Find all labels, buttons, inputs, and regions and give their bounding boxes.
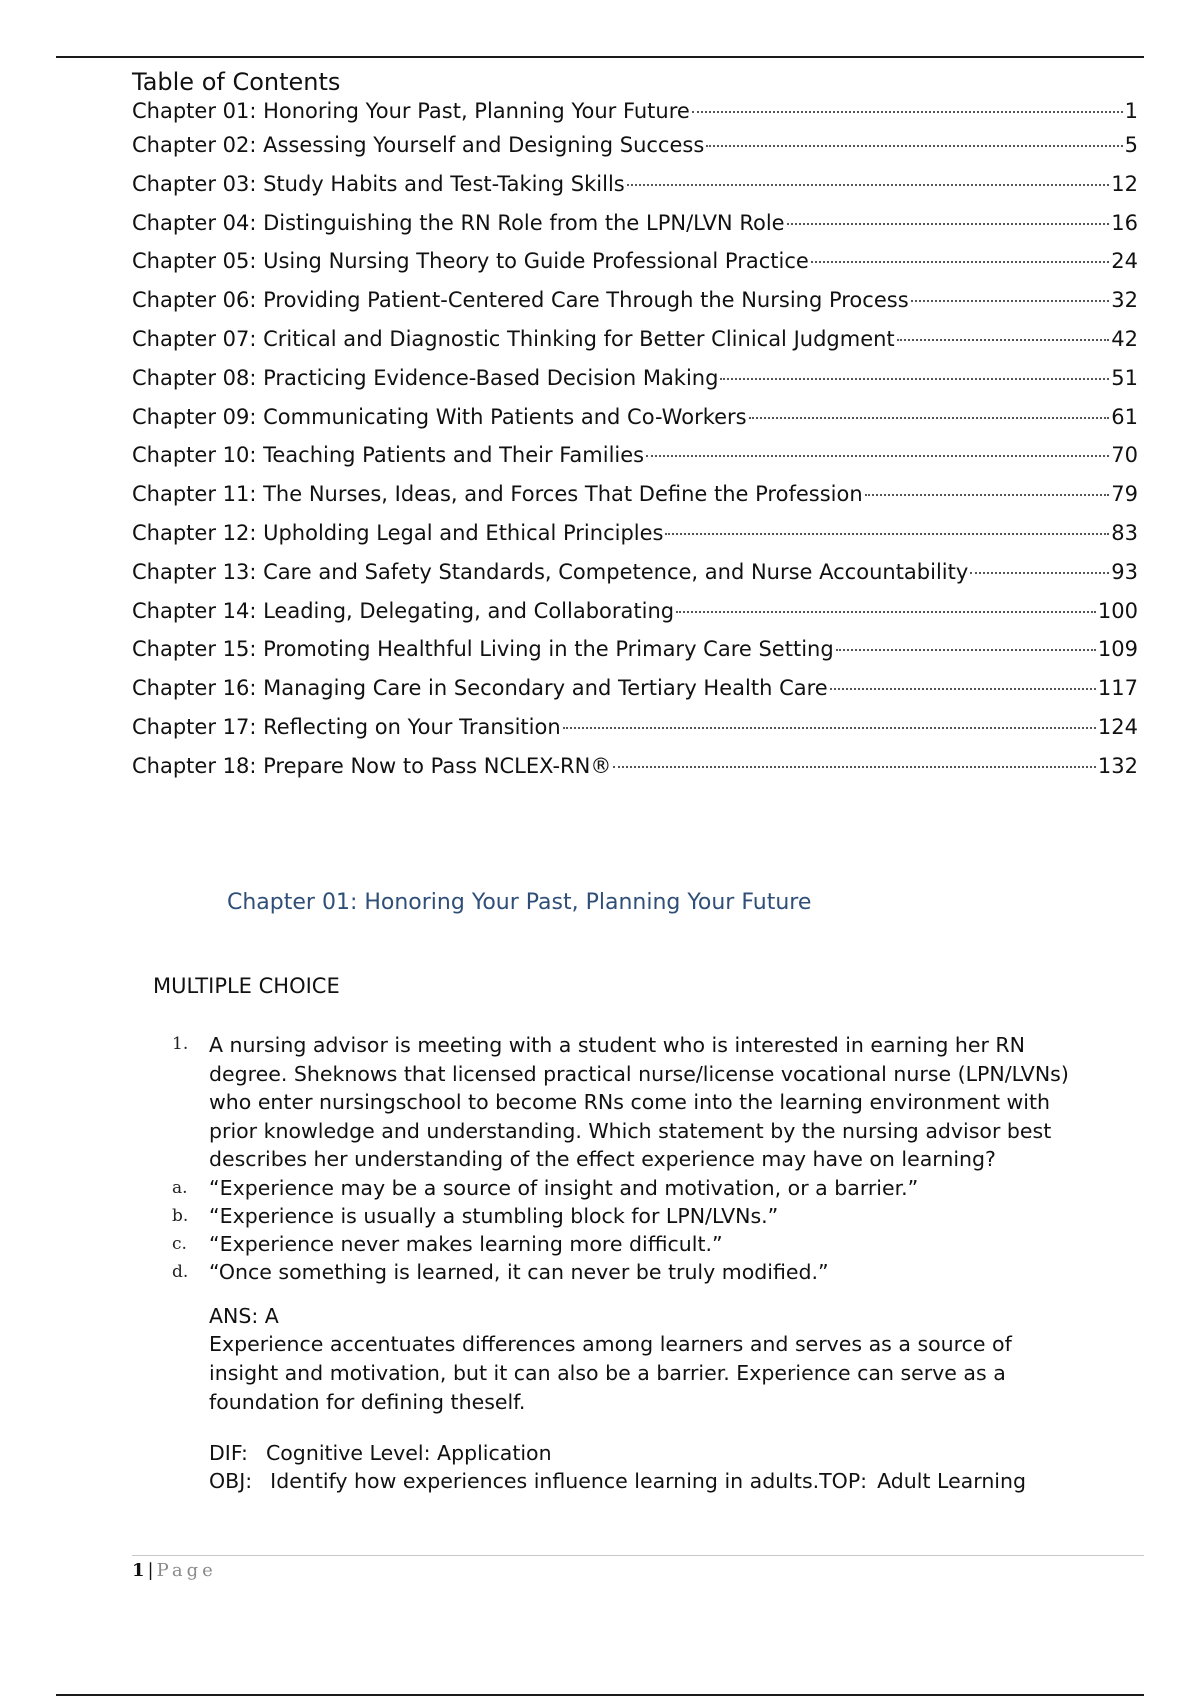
toc-entry-label: Chapter 04: Distinguishing the RN Role from the LPN/LVN Role — [132, 210, 785, 235]
toc-dot-leader — [970, 572, 1109, 574]
question-text: A nursing advisor is meeting with a student who is interested in earning her RN degree. Sheknows that licensed practical nurse/license vocational nurse (LPN/LVNs) who enter nursingschool to become RNs come into the learning environment with prior knowledge and understanding. Which statement by the nursing advisor best describes her understanding of the effect experience may have on learning? — [209, 1033, 1069, 1172]
toc-entry[interactable] — [132, 715, 1138, 754]
toc-dot-leader — [627, 184, 1110, 186]
toc-entry-page: 5 — [1124, 133, 1138, 157]
toc-dot-leader — [749, 417, 1110, 419]
toc-entry-page: 42 — [1111, 326, 1138, 351]
toc-entry[interactable] — [132, 560, 1138, 599]
toc-entry-label: Chapter 08: Practicing Evidence-Based Decision Making — [132, 365, 719, 390]
question-stem — [172, 1031, 1092, 1174]
footer-rule — [132, 1555, 1144, 1556]
toc-entry-page: 83 — [1111, 520, 1138, 545]
toc-entry-page: 16 — [1111, 210, 1138, 235]
toc-entry-page: 70 — [1111, 443, 1138, 468]
page-footer — [132, 1560, 217, 1581]
toc-title: Table of Contents — [132, 68, 341, 96]
option-a — [172, 1174, 1092, 1202]
dif-label: DIF: — [209, 1440, 248, 1465]
option-c — [172, 1230, 1092, 1258]
toc-dot-leader — [706, 145, 1122, 147]
toc-entry-label: Chapter 02: Assessing Yourself and Designing Success — [132, 133, 705, 157]
metadata — [209, 1439, 1092, 1495]
obj-label: OBJ: — [209, 1468, 253, 1493]
page-word: Page — [156, 1560, 217, 1581]
toc-entry-label: Chapter 03: Study Habits and Test-Taking Skills — [132, 171, 625, 196]
toc-entry-label: Chapter 15: Promoting Healthful Living in the Primary Care Setting — [132, 637, 834, 662]
toc-dot-leader — [865, 494, 1110, 496]
option-letter: a. — [172, 1177, 188, 1198]
toc-entry-label: Chapter 10: Teaching Patients and Their Families — [132, 443, 645, 468]
toc-entry-label: Chapter 12: Upholding Legal and Ethical Principles — [132, 520, 664, 545]
chapter-heading: Chapter 01: Honoring Your Past, Planning Your Future — [227, 890, 812, 915]
toc-entry[interactable] — [132, 172, 1138, 211]
toc-entry-label: Chapter 13: Care and Safety Standards, Competence, and Nurse Accountability — [132, 559, 969, 584]
toc-dot-leader — [720, 378, 1109, 380]
option-d — [172, 1258, 1092, 1286]
option-letter: c. — [172, 1233, 187, 1254]
answer-key: ANS: A — [209, 1303, 279, 1328]
toc-dot-leader — [897, 339, 1110, 341]
option-b — [172, 1202, 1092, 1230]
dif-value: Cognitive Level: Application — [265, 1440, 552, 1465]
toc-entry-page: 109 — [1097, 637, 1138, 662]
toc-entry[interactable] — [132, 211, 1138, 250]
toc-entry-label: Chapter 17: Reflecting on Your Transition — [132, 714, 561, 739]
toc-dot-leader — [665, 533, 1109, 535]
toc-dot-leader — [613, 766, 1096, 768]
toc-entry-page: 51 — [1111, 365, 1138, 390]
toc-dot-leader — [646, 455, 1109, 457]
toc-entry-page: 124 — [1097, 714, 1138, 739]
top-value: Adult Learning — [877, 1468, 1027, 1493]
toc-entry-page: 61 — [1111, 404, 1138, 429]
question-number: 1. — [172, 1034, 189, 1054]
toc-entry-label: Chapter 09: Communicating With Patients and Co-Workers — [132, 404, 747, 429]
toc-entry-label: Chapter 06: Providing Patient-Centered Care Through the Nursing Process — [132, 288, 909, 313]
toc-entry[interactable] — [132, 288, 1138, 327]
toc-entry[interactable] — [132, 249, 1138, 288]
toc-entry[interactable] — [132, 405, 1138, 444]
toc-dot-leader — [911, 300, 1110, 302]
answer-block — [209, 1302, 1092, 1495]
toc-entry[interactable] — [132, 99, 1138, 133]
option-text: “Experience is usually a stumbling block for LPN/LVNs.” — [209, 1203, 779, 1228]
toc-dot-leader — [563, 727, 1096, 729]
question-block — [172, 1031, 1092, 1495]
toc-entry[interactable] — [132, 327, 1138, 366]
toc-entry[interactable] — [132, 754, 1138, 793]
toc-entry-label: Chapter 05: Using Nursing Theory to Guide Professional Practice — [132, 249, 809, 274]
toc-entry-page: 93 — [1111, 559, 1138, 584]
toc-entry[interactable] — [132, 482, 1138, 521]
toc-entry-page: 79 — [1111, 482, 1138, 507]
toc-dot-leader — [836, 649, 1096, 651]
obj-value: Identify how experiences influence learning in adults. — [270, 1468, 820, 1493]
toc-entry-label: Chapter 01: Honoring Your Past, Planning Your Future — [132, 99, 690, 123]
option-text: “Once something is learned, it can never be truly modified.” — [209, 1259, 829, 1284]
rationale: Experience accentuates differences among learners and serves as a source of insight and motivation, but it can also be a barrier. Experience can serve as a foundation for defining theself. — [209, 1331, 1012, 1414]
top-label: TOP: — [819, 1468, 868, 1493]
toc-entry[interactable] — [132, 443, 1138, 482]
toc-entry[interactable] — [132, 676, 1138, 715]
toc-entry-label: Chapter 11: The Nurses, Ideas, and Forces That Define the Profession — [132, 482, 863, 507]
section-heading: MULTIPLE CHOICE — [153, 974, 340, 998]
answer-options — [172, 1174, 1092, 1286]
toc-entry-page: 117 — [1097, 676, 1138, 701]
toc-entry-label: Chapter 18: Prepare Now to Pass NCLEX-RN® — [132, 753, 612, 778]
toc-dot-leader — [830, 688, 1096, 690]
option-text: “Experience never makes learning more difficult.” — [209, 1231, 723, 1256]
toc-dot-leader — [787, 223, 1110, 225]
toc-entry[interactable] — [132, 637, 1138, 676]
toc-entry-label: Chapter 07: Critical and Diagnostic Thinking for Better Clinical Judgment — [132, 326, 895, 351]
toc-entry[interactable] — [132, 521, 1138, 560]
top-rule — [56, 56, 1144, 58]
toc-dot-leader — [811, 261, 1109, 263]
toc-entry-page: 1 — [1124, 99, 1138, 123]
toc-entry-page: 100 — [1097, 598, 1138, 623]
obj-line — [209, 1467, 1092, 1495]
toc-entry[interactable] — [132, 133, 1138, 172]
toc-entry-page: 12 — [1111, 171, 1138, 196]
table-of-contents — [132, 66, 1138, 793]
bottom-rule — [56, 1694, 1144, 1696]
toc-list — [132, 99, 1138, 793]
footer-separator: | — [147, 1560, 154, 1581]
toc-entry-page: 132 — [1097, 753, 1138, 778]
toc-entry[interactable] — [132, 366, 1138, 405]
toc-dot-leader — [676, 611, 1096, 613]
option-letter: d. — [172, 1261, 189, 1282]
page-number: 1 — [132, 1560, 145, 1581]
dif-line — [209, 1439, 1092, 1467]
toc-entry-page: 24 — [1111, 249, 1138, 274]
option-letter: b. — [172, 1205, 189, 1226]
toc-entry-label: Chapter 16: Managing Care in Secondary and Tertiary Health Care — [132, 676, 828, 701]
toc-entry[interactable] — [132, 599, 1138, 638]
option-text: “Experience may be a source of insight and motivation, or a barrier.” — [209, 1175, 919, 1200]
toc-entry-page: 32 — [1111, 288, 1138, 313]
toc-entry-label: Chapter 14: Leading, Delegating, and Collaborating — [132, 598, 675, 623]
toc-dot-leader — [692, 111, 1123, 113]
